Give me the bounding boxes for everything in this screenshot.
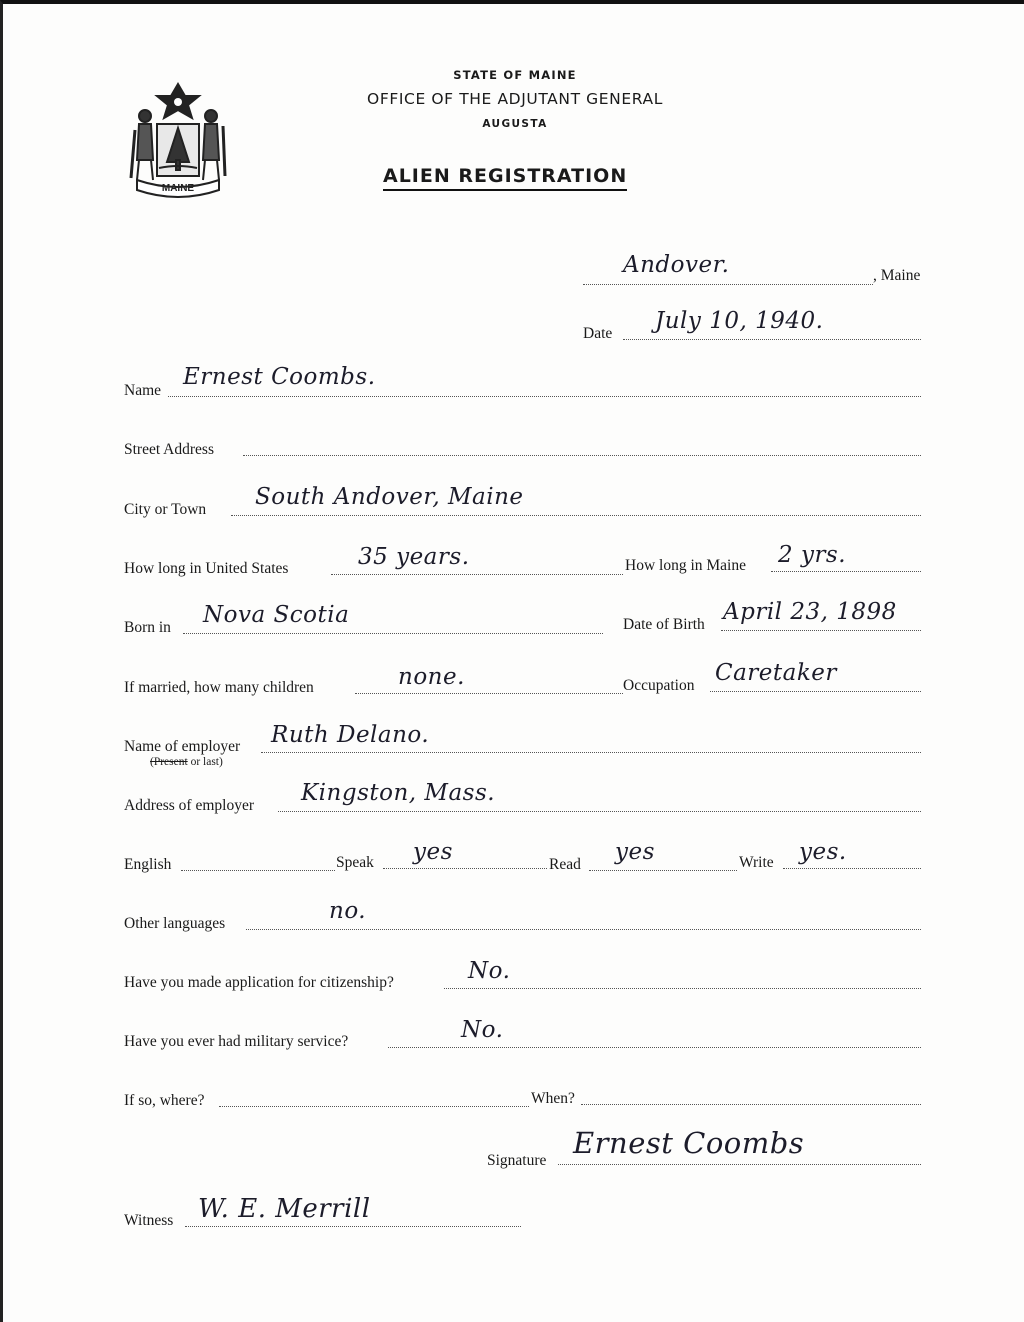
write-label: Write — [739, 854, 774, 871]
years-maine-value[interactable]: 2 yrs. — [778, 542, 847, 568]
years-us-line — [331, 574, 623, 575]
write-value[interactable]: yes. — [799, 839, 847, 865]
birthdate-value[interactable]: April 23, 1898 — [723, 599, 897, 625]
read-line — [589, 870, 737, 871]
speak-value[interactable]: yes — [413, 839, 453, 865]
employer-sublabel — [150, 756, 223, 768]
military-label: Have you ever had military service? — [124, 1033, 349, 1050]
children-value[interactable]: none. — [398, 664, 465, 690]
children-line — [355, 693, 623, 694]
born-label: Born in — [124, 619, 171, 636]
city-value[interactable]: South Andover, Maine — [255, 484, 524, 510]
other-languages-label: Other languages — [124, 915, 226, 932]
employer-sublabel-rest: or last) — [187, 756, 223, 768]
occupation-label: Occupation — [623, 677, 695, 694]
witness-line — [185, 1226, 521, 1227]
where-label: If so, where? — [124, 1092, 205, 1109]
birthdate-line — [721, 630, 921, 631]
header-office: OFFICE OF THE ADJUTANT GENERAL — [367, 90, 663, 108]
speak-line — [383, 868, 547, 869]
write-line — [783, 868, 921, 869]
years-maine-label: How long in Maine — [625, 557, 746, 574]
citizenship-line — [444, 988, 921, 989]
years-us-value[interactable]: 35 years. — [358, 544, 470, 570]
birthdate-label: Date of Birth — [623, 616, 705, 633]
signature-value[interactable]: Ernest Coombs — [573, 1126, 805, 1160]
name-line — [168, 396, 921, 397]
english-label: English — [124, 856, 172, 873]
witness-value[interactable]: W. E. Merrill — [198, 1194, 371, 1224]
form-title: ALIEN REGISTRATION — [383, 165, 627, 191]
born-line — [183, 633, 603, 634]
citizenship-label: Have you made application for citizenship? — [124, 974, 394, 991]
signature-label: Signature — [487, 1152, 547, 1169]
occupation-value[interactable]: Caretaker — [715, 660, 837, 686]
city-line — [231, 515, 921, 516]
town-suffix: , Maine — [873, 267, 921, 284]
name-value[interactable]: Ernest Coombs. — [183, 364, 376, 390]
street-label: Street Address — [124, 441, 214, 458]
date-value[interactable]: July 10, 1940. — [655, 308, 824, 334]
when-label: When? — [531, 1090, 575, 1107]
signature-line — [558, 1164, 921, 1165]
read-label: Read — [549, 856, 581, 873]
years-maine-line — [771, 571, 921, 572]
where-line — [219, 1106, 529, 1107]
military-value[interactable]: No. — [461, 1017, 504, 1043]
street-line — [243, 455, 921, 456]
read-value[interactable]: yes — [615, 839, 655, 865]
date-line — [623, 339, 921, 340]
speak-label: Speak — [336, 854, 374, 871]
english-line — [181, 870, 335, 871]
employer-address-line — [278, 811, 921, 812]
military-line — [388, 1047, 921, 1048]
header-state: STATE OF MAINE — [453, 68, 577, 82]
header-city: AUGUSTA — [482, 118, 548, 130]
city-label: City or Town — [124, 501, 207, 518]
seal-ribbon-text: MAINE — [161, 183, 195, 194]
employer-value[interactable]: Ruth Delano. — [271, 722, 430, 748]
years-us-label: How long in United States — [124, 560, 289, 577]
employer-line — [261, 752, 921, 753]
employer-label: Name of employer — [124, 738, 241, 755]
other-languages-value[interactable]: no. — [329, 898, 367, 924]
other-languages-line — [246, 929, 921, 930]
when-line — [581, 1104, 921, 1105]
employer-sublabel-struck: (Present — [150, 756, 188, 768]
employer-address-value[interactable]: Kingston, Mass. — [301, 780, 496, 806]
town-value[interactable]: Andover. — [623, 252, 730, 278]
born-value[interactable]: Nova Scotia — [203, 602, 350, 628]
citizenship-value[interactable]: No. — [468, 958, 511, 984]
children-label: If married, how many children — [124, 679, 314, 696]
town-line — [583, 284, 873, 285]
employer-address-label: Address of employer — [124, 797, 254, 814]
witness-label: Witness — [124, 1212, 174, 1229]
date-label: Date — [583, 325, 613, 342]
occupation-line — [710, 691, 921, 692]
name-label: Name — [124, 382, 162, 399]
